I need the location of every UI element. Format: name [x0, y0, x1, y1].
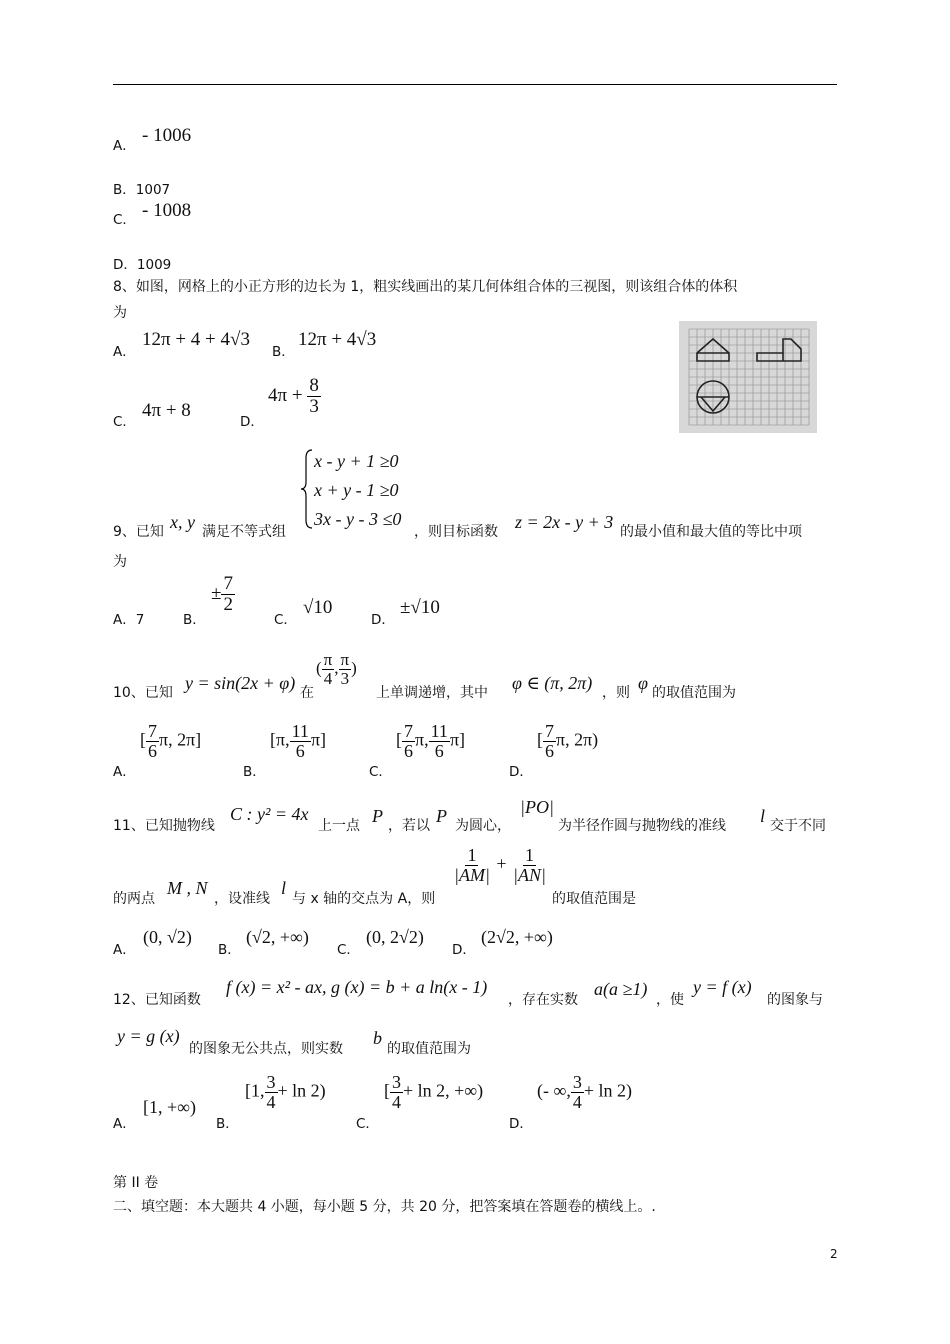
- q8-stem-line1: 8、如图，网格上的小正方形的边长为 1，粗实线画出的某几何体组合体的三视图，则该组合体的体积: [113, 279, 738, 295]
- q12-stem-mid: ，存在实数: [508, 992, 578, 1008]
- q9-stem-line2: 为: [113, 554, 127, 570]
- q8-option-a-label: A．: [113, 344, 136, 360]
- q12-option-d-value: (- ∞, $\frac{3}{4}$ + ln 2): [537, 1072, 632, 1112]
- q7-option-c-value: - 1008: [142, 200, 192, 221]
- q8-option-d-value: 4π + $\frac{8}{3}$: [268, 375, 319, 417]
- q11-option-c-label: C．: [337, 942, 360, 958]
- q10-option-b-value: [π, $\frac{11}{6}$ π]: [270, 721, 327, 761]
- section-title: 第 II 卷: [113, 1175, 159, 1191]
- q8-option-c-value: 4π + 8: [142, 400, 191, 421]
- q12-option-a-value: [1, +∞): [143, 1097, 196, 1117]
- q12-option-d-label: D．: [509, 1116, 533, 1132]
- q11-option-d-value: (2√2, +∞): [481, 927, 553, 947]
- q10-phi: φ: [638, 673, 648, 693]
- q11-stem-suffix2: 交于不同: [770, 818, 826, 834]
- q11-line2-suffix: 的取值范围是: [552, 891, 636, 907]
- q12-yf: y = f (x): [693, 977, 752, 997]
- q9-option-c-value: √10: [303, 597, 333, 618]
- q10-stem-in: 在: [300, 685, 314, 701]
- q11-line-l2: l: [281, 878, 287, 898]
- q9-system-line1: x - y + 1 ≥0: [314, 451, 399, 471]
- q10-option-c-value: [ $\frac{7}{6}$ π, $\frac{11}{6}$ π]: [396, 721, 466, 761]
- q12-option-a-label: A．: [113, 1116, 136, 1132]
- q12-yg: y = g (x): [117, 1026, 180, 1046]
- q11-stem-mid2: ，若以: [388, 818, 430, 834]
- q11-line2-prefix: 的两点: [113, 891, 155, 907]
- q12-stem-suffix: 的图象与: [767, 992, 823, 1008]
- q12-functions: f (x) = x² - ax, g (x) = b + a ln(x - 1): [226, 977, 488, 997]
- q12-option-b-value: [1, $\frac{3}{4}$ + ln 2): [245, 1072, 326, 1112]
- q10-stem-mid2: ，则: [602, 685, 630, 701]
- q8-option-a-value: 12π + 4 + 4√3: [142, 329, 250, 350]
- q10-option-d-label: D．: [509, 764, 533, 780]
- q10-option-a-value: [ $\frac{7}{6}$ π, 2π]: [140, 721, 202, 761]
- q9-vars: x, y: [170, 512, 195, 532]
- q9-option-d-label: D．: [371, 612, 395, 628]
- q10-option-b-label: B．: [243, 764, 266, 780]
- q11-stem-suffix: 为半径作圆与抛物线的准线: [558, 818, 726, 834]
- q8-stem-line2: 为: [113, 305, 127, 321]
- q10-interval: ( $\frac{\pi}{4}$ , $\frac{\pi}{3}$ ): [316, 650, 357, 688]
- q11-stem-mid3: 为圆心，: [455, 818, 511, 834]
- q12-option-c-label: C．: [356, 1116, 379, 1132]
- q10-option-a-label: A．: [113, 764, 136, 780]
- q9-system-line3: 3x - y - 3 ≤0: [314, 509, 402, 529]
- q7-option-c-label: C．: [113, 212, 136, 228]
- q11-option-a-label: A．: [113, 942, 136, 958]
- section-instruction: 二、填空题：本大题共 4 小题，每小题 5 分，共 20 分，把答案填在答题卷的横线上。.: [113, 1199, 656, 1215]
- q10-stem-prefix: 10、已知: [113, 685, 173, 701]
- q8-option-c-label: C．: [113, 414, 136, 430]
- q10-stem-mid: 上单调递增，其中: [376, 685, 488, 701]
- q12-option-b-label: B．: [216, 1116, 239, 1132]
- q10-option-d-value: [ $\frac{7}{6}$ π, 2π): [537, 721, 599, 761]
- q8-option-b-value: 12π + 4√3: [298, 329, 377, 350]
- q9-option-b-value: ± $\frac{7}{2}$: [211, 573, 233, 615]
- q12-stem-mid2: ，使: [656, 992, 684, 1008]
- q10-option-c-label: C．: [369, 764, 392, 780]
- q11-option-b-label: B．: [218, 942, 241, 958]
- q11-po: |PO|: [520, 797, 554, 817]
- q11-line2-mid2: 与 x 轴的交点为 A，则: [292, 891, 436, 907]
- q12-a-cond: a(a ≥1): [594, 979, 648, 999]
- q9-option-d-value: ±√10: [400, 597, 440, 618]
- q11-option-a-value: (0, √2): [143, 927, 192, 947]
- q9-stem-prefix: 9、已知: [113, 524, 164, 540]
- q11-points-mn: M , N: [167, 878, 208, 898]
- page-number: 2: [830, 1247, 838, 1261]
- q11-option-d-label: D．: [452, 942, 476, 958]
- header-rule: [113, 84, 837, 85]
- three-view-figure: [679, 321, 817, 433]
- q11-line-l: l: [760, 806, 766, 826]
- q9-stem-mid2: ，则目标函数: [414, 524, 498, 540]
- q11-line2-mid: ，设准线: [214, 891, 270, 907]
- q11-stem-mid: 上一点: [318, 818, 360, 834]
- q8-option-b-label: B．: [272, 344, 295, 360]
- q7-option-a-value: - 1006: [142, 125, 192, 146]
- q9-option-a: A．7: [113, 612, 145, 628]
- q9-option-c-label: C．: [274, 612, 297, 628]
- q9-objective: z = 2x - y + 3: [515, 512, 614, 532]
- q10-stem-suffix: 的取值范围为: [652, 685, 736, 701]
- q10-phi-cond: φ ∈ (π, 2π): [512, 673, 593, 693]
- q10-func: y = sin(2x + φ): [185, 673, 296, 693]
- q7-option-b: B．1007: [113, 182, 171, 198]
- q9-option-b-label: B．: [183, 612, 206, 628]
- q11-point-p: P: [372, 806, 383, 826]
- q9-system-line2: x + y - 1 ≥0: [314, 480, 399, 500]
- q12-option-c-value: [ $\frac{3}{4}$ + ln 2, +∞): [384, 1072, 484, 1112]
- q12-line2-suffix2: 的取值范围为: [387, 1041, 471, 1057]
- q7-option-d: D．1009: [113, 257, 172, 273]
- q9-stem-suffix: 的最小值和最大值的等比中项: [620, 524, 802, 540]
- q9-stem-mid: 满足不等式组: [202, 524, 286, 540]
- q12-var-b: b: [373, 1028, 382, 1048]
- q11-stem-prefix: 11、已知抛物线: [113, 818, 215, 834]
- q11-point-p2: P: [436, 806, 447, 826]
- q7-option-a-label: A．: [113, 138, 136, 154]
- q11-option-c-value: (0, 2√2): [366, 927, 424, 947]
- q11-option-b-value: (√2, +∞): [246, 927, 309, 947]
- q11-parabola: C : y² = 4x: [230, 804, 309, 824]
- q8-option-d-label: D．: [240, 414, 264, 430]
- q11-expression: $\frac{1}{|AM|}$ + $\frac{1}{|AN|}$: [454, 845, 546, 885]
- q12-stem-prefix: 12、已知函数: [113, 992, 201, 1008]
- q12-line2-suffix: 的图象无公共点，则实数: [189, 1041, 343, 1057]
